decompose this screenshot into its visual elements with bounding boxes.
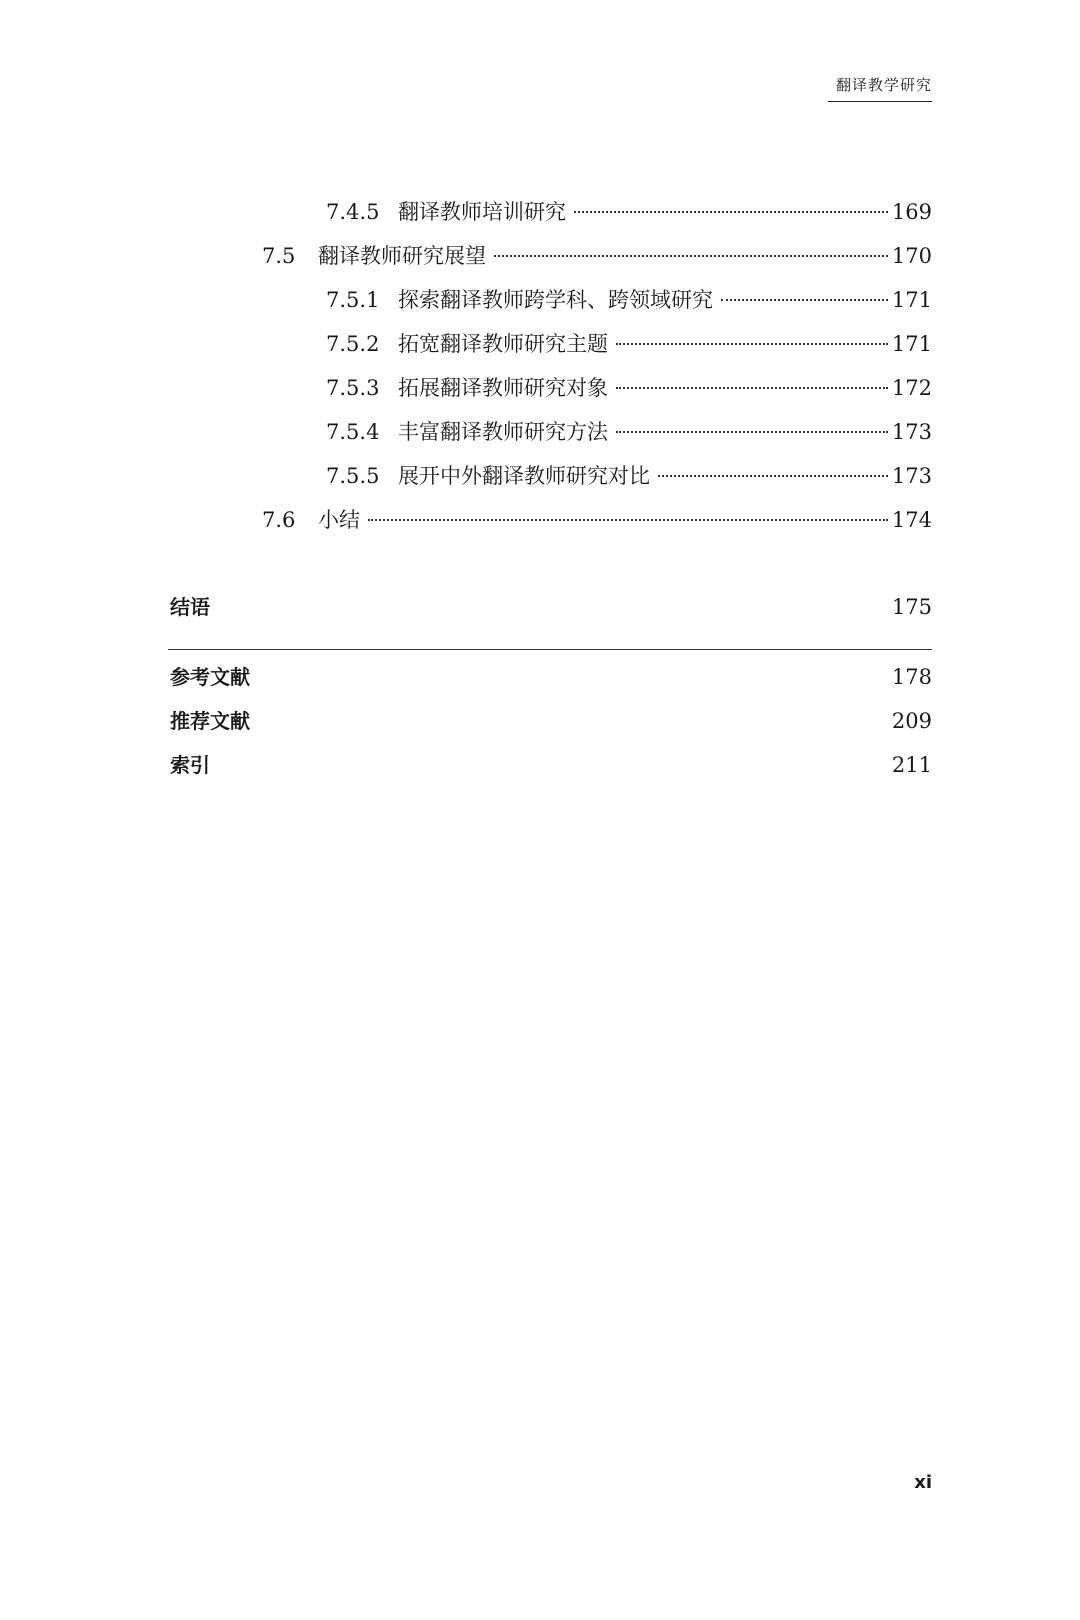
toc-entry-page: 173 [891,420,932,444]
dot-leader [658,475,888,477]
chapter-page: 211 [891,753,932,777]
toc-entry-page: 169 [891,200,932,224]
toc-entry-title: 拓宽翻译教师研究主题 [398,332,608,356]
dot-leader [616,343,888,345]
toc-entry-page: 174 [891,508,932,532]
running-head: 翻译教学研究 [828,74,932,102]
dot-leader [616,431,888,433]
toc-entry[interactable] [262,241,932,271]
dot-leader [616,387,888,389]
toc-entry[interactable] [326,329,932,359]
toc-entry-title: 拓展翻译教师研究对象 [398,376,608,400]
chapter-page: 175 [891,595,932,619]
toc-entry-number: 7.5.2 [326,332,380,356]
toc-entry-number: 7.5.5 [326,464,380,488]
toc-chapter-index[interactable] [170,750,932,780]
toc-entry-page: 173 [891,464,932,488]
page-number: xi [914,1472,932,1493]
chapter-page: 209 [891,709,932,733]
toc-entry[interactable] [326,417,932,447]
chapter-title: 结语 [170,595,210,619]
chapter-title: 索引 [170,753,210,777]
toc-entry-title: 探索翻译教师跨学科、跨领域研究 [398,288,713,312]
toc-entry-title: 翻译教师培训研究 [398,200,566,224]
toc-entry-number: 7.5 [262,244,296,268]
toc-entry[interactable] [326,285,932,315]
dot-leader [368,519,888,521]
toc-entry[interactable] [262,505,932,535]
chapter-title: 推荐文献 [170,709,250,733]
toc-entry-number: 7.5.4 [326,420,380,444]
divider [168,649,932,650]
dot-leader [494,255,888,257]
toc-entry-page: 170 [891,244,932,268]
chapter-page: 178 [891,665,932,689]
toc-entry-number: 7.5.3 [326,376,380,400]
toc-entry[interactable] [326,197,932,227]
chapter-title: 参考文献 [170,665,250,689]
toc-entry[interactable] [326,461,932,491]
toc-entry-number: 7.4.5 [326,200,380,224]
dot-leader [721,299,888,301]
dot-leader [574,211,888,213]
toc-entry-page: 172 [891,376,932,400]
toc-chapter-conclusion[interactable] [170,592,932,622]
toc-chapter-recommended-reading[interactable] [170,706,932,736]
toc-entry-title: 丰富翻译教师研究方法 [398,420,608,444]
toc-entry-title: 展开中外翻译教师研究对比 [398,464,650,488]
toc-entry-page: 171 [891,332,932,356]
toc-entry-number: 7.6 [262,508,296,532]
toc-entry-number: 7.5.1 [326,288,380,312]
toc-entry[interactable] [326,373,932,403]
toc-entry-title: 小结 [318,508,360,532]
toc-entry-title: 翻译教师研究展望 [318,244,486,268]
toc-entry-page: 171 [891,288,932,312]
toc-chapter-references[interactable] [170,662,932,692]
